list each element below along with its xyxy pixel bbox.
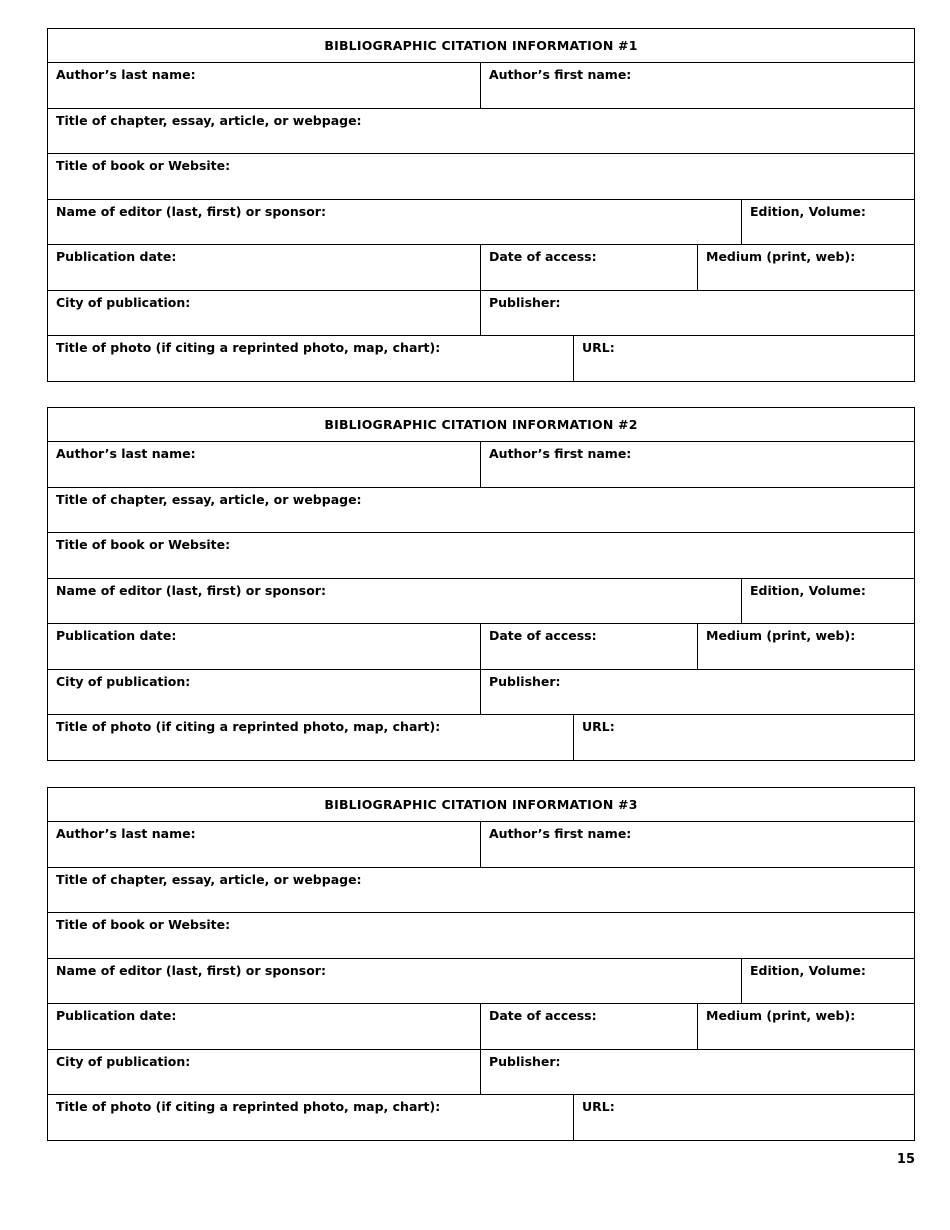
author-last-name-field[interactable]: Author’s last name: — [48, 822, 481, 867]
edition-volume-field[interactable]: Edition, Volume: — [750, 203, 866, 219]
book-title-field[interactable]: Title of book or Website: — [56, 537, 231, 552]
url-field[interactable]: URL: — [582, 1099, 615, 1114]
citation-form-2 — [47, 407, 915, 761]
city-field[interactable]: City of publication: — [48, 1050, 481, 1095]
author-first-name-field[interactable]: Author’s first name: — [489, 826, 632, 841]
edition-volume-field[interactable]: Edition, Volume: — [750, 582, 866, 598]
url-field[interactable]: URL: — [582, 340, 615, 355]
publisher-field[interactable]: Publisher: — [489, 294, 561, 310]
medium-field[interactable]: Medium (print, web): — [706, 628, 856, 643]
date-row — [48, 245, 914, 291]
city-field[interactable]: City of publication: — [48, 670, 481, 715]
chapter-row — [48, 109, 914, 155]
editor-field[interactable]: Name of editor (last, first) or sponsor: — [48, 959, 742, 1004]
author-last-name-field[interactable]: Author’s last name: — [48, 442, 481, 487]
editor-field[interactable]: Name of editor (last, first) or sponsor: — [48, 579, 742, 624]
access-date-field[interactable]: Date of access: — [481, 245, 698, 290]
access-date-field[interactable]: Date of access: — [481, 1004, 698, 1049]
author-first-name-field[interactable]: Author’s first name: — [489, 446, 632, 461]
publication-date-field[interactable]: Publication date: — [48, 624, 481, 669]
medium-field[interactable]: Medium (print, web): — [706, 249, 856, 264]
date-row — [48, 1004, 914, 1050]
publication-date-field[interactable]: Publication date: — [48, 245, 481, 290]
chapter-row — [48, 868, 914, 914]
photo-title-field[interactable]: Title of photo (if citing a reprinted photo, map, chart): — [48, 715, 574, 760]
book-title-field[interactable]: Title of book or Website: — [56, 917, 231, 932]
book-title-field[interactable]: Title of book or Website: — [56, 158, 231, 173]
citation-form-3 — [47, 787, 915, 1141]
author-last-name-field[interactable]: Author’s last name: — [48, 63, 481, 108]
chapter-title-field[interactable]: Title of chapter, essay, article, or webpage: — [56, 871, 362, 887]
chapter-row — [48, 488, 914, 534]
citation-form-1 — [47, 28, 915, 382]
city-field[interactable]: City of publication: — [48, 291, 481, 336]
editor-row — [48, 200, 914, 246]
form-title: BIBLIOGRAPHIC CITATION INFORMATION #1 — [48, 29, 914, 63]
book-row — [48, 533, 914, 579]
form-title: BIBLIOGRAPHIC CITATION INFORMATION #2 — [48, 408, 914, 442]
author-row — [48, 822, 914, 868]
photo-row — [48, 1095, 914, 1140]
photo-title-field[interactable]: Title of photo (if citing a reprinted photo, map, chart): — [48, 1095, 574, 1140]
medium-field[interactable]: Medium (print, web): — [706, 1008, 856, 1023]
author-row — [48, 63, 914, 109]
editor-row — [48, 579, 914, 625]
photo-row — [48, 336, 914, 381]
date-row — [48, 624, 914, 670]
page-number: 15 — [896, 1152, 915, 1167]
form-title: BIBLIOGRAPHIC CITATION INFORMATION #3 — [48, 788, 914, 822]
access-date-field[interactable]: Date of access: — [481, 624, 698, 669]
photo-row — [48, 715, 914, 760]
publisher-field[interactable]: Publisher: — [489, 673, 561, 689]
photo-title-field[interactable]: Title of photo (if citing a reprinted photo, map, chart): — [48, 336, 574, 381]
publisher-field[interactable]: Publisher: — [489, 1053, 561, 1069]
chapter-title-field[interactable]: Title of chapter, essay, article, or webpage: — [56, 491, 362, 507]
publisher-row — [48, 1050, 914, 1096]
author-first-name-field[interactable]: Author’s first name: — [489, 67, 632, 82]
chapter-title-field[interactable]: Title of chapter, essay, article, or webpage: — [56, 112, 362, 128]
publisher-row — [48, 670, 914, 716]
url-field[interactable]: URL: — [582, 719, 615, 734]
editor-field[interactable]: Name of editor (last, first) or sponsor: — [48, 200, 742, 245]
editor-row — [48, 959, 914, 1005]
book-row — [48, 913, 914, 959]
publication-date-field[interactable]: Publication date: — [48, 1004, 481, 1049]
author-row — [48, 442, 914, 488]
edition-volume-field[interactable]: Edition, Volume: — [750, 962, 866, 978]
book-row — [48, 154, 914, 200]
publisher-row — [48, 291, 914, 337]
